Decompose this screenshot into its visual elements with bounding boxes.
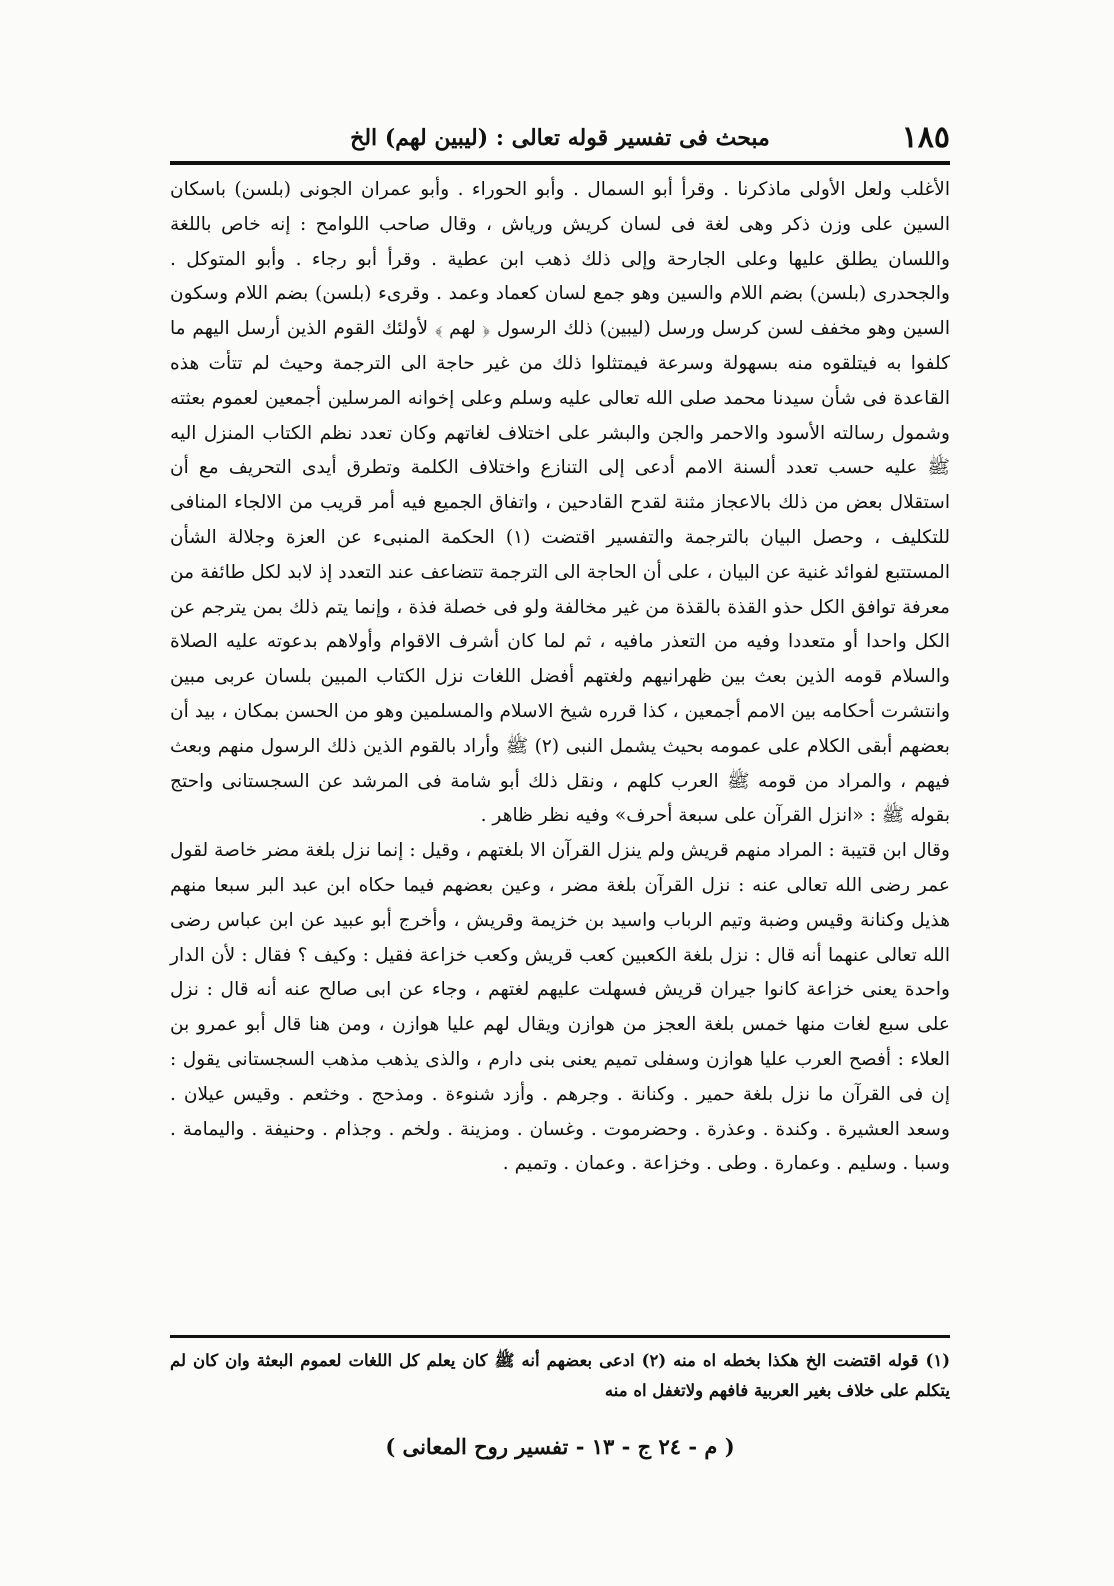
footnotes	[170, 1346, 950, 1406]
footnote-rule	[170, 1335, 950, 1338]
printer-signature: ( م - ٢٤ ج - ١٣ - تفسير روح المعانى )	[385, 1434, 735, 1459]
page-header	[170, 118, 950, 162]
paragraph: وقال ابن قتيبة : المراد منهم قريش ولم ينزل القرآن الا بلغتهم ، وقيل : إنما نزل بلغة مضر خاصة لقول عمر رضى الله تعالى عنه : نزل القرآن بلغة مضر ، وعين بعضهم فيما حكاه ابن عبد البر سبعا منهم هذيل وكنانة وقيس وضبة وتيم الرباب واسيد بن خزيمة وقريش ، وأخرج أبو عبيد عن ابن عباس رضى الله تعالى عنهما أنه قال : نزل بلغة الكعبين كعب قريش وكعب خزاعة فقيل : وكيف ؟ فقال : لأن الدار واحدة يعنى خزاعة كانوا جيران قريش فسهلت عليهم لغتهم ، وجاء عن ابى صالح عنه أنه قال : نزل على سبع لغات منها خمس بلغة العجز من هوازن ويقال لهم عليا هوازن ، ومن هنا قال أبو عمرو بن العلاء : أفصح العرب عليا هوازن وسفلى تميم يعنى بنى دارم ، والذى يذهب مذهب السجستانى يقول : إن فى القرآن ما نزل بلغة حمير . وكنانة . وجرهم . وأزد شنوءة . ومذحج . وخثعم . وقيس عيلان . وسعد العشيرة . وكندة . وعذرة . وحضرموت . وغسان . ومزينة . ولخم . وجذام . وحنيفة . واليمامة . وسبا . وسليم . وعمارة . وطى . وخزاعة . وعمان . وتميم .	[170, 840, 950, 1175]
footnote-text: (١) قوله اقتضت الخ هكذا بخطه اه منه (٢) ادعى بعضهم أنه ﷺ كان يعلم كل اللغات لعموم البعثة وان كان لم يتكلم على خلاف بغير العربية فافهم ولاتغفل اه منه	[170, 1351, 950, 1400]
header-rule	[170, 161, 950, 165]
main-text	[170, 173, 950, 1182]
paragraph: الأغلب ولعل الأولى ماذكرنا . وقرأ أبو السمال . وأبو الحوراء . وأبو عمران الجونى (بلسن) باسكان السين على وزن ذكر وهى لغة فى لسان كريش ورياش ، وقال صاحب اللوامح : إنه خاص باللغة واللسان يطلق عليها وعلى الجارحة وإلى ذلك ذهب ابن عطية . وقرأ أبو رجاء . وأبو المتوكل . والجحدرى (بلسن) بضم اللام والسين وهو جمع لسان كعماد وعمد . وقرىء (بلسن) بضم اللام وسكون السين وهو مخفف لسن كرسل ورسل (ليبين) ذلك الرسول ﴿ لهم ﴾ لأولئك القوم الذين أرسل اليهم ما كلفوا به فيتلقوه منه بسهولة وسرعة فيمتثلوا ذلك من غير حاجة الى الترجمة وحيث لم تتأت هذه القاعدة فى شأن سيدنا محمد صلى الله تعالى عليه وسلم وعلى إخوانه المرسلين أجمعين لعموم بعثته وشمول رسالته الأسود والاحمر والجن والبشر على اختلاف لغاتهم وكان تعدد نظم الكتاب المنزل اليه ﷺ عليه حسب تعدد ألسنة الامم أدعى إلى التنازع واختلاف الكلمة وتطرق أيدى التحريف مع أن استقلال بعض من ذلك بالاعجاز مثنة لقدح القادحين ، واتفاق الجميع فيه أمر قريب من الالجاء المنافى للتكليف ، وحصل البيان بالترجمة والتفسير اقتضت (١) الحكمة المنبىء عن العزة وجلالة الشأن المستتبع لفوائد غنية عن البيان ، على أن الحاجة الى الترجمة تتضاعف عند التعدد إذ لابد لكل طائفة من معرفة توافق الكل حذو القذة بالقذة من غير مخالفة ولو فى خصلة فذة ، وإنما يتم ذلك بمن يترجم عن الكل واحدا أو متعددا وفيه من التعذر مافيه ، ثم لما كان أشرف الاقوام وأولاهم بدعوته عليه الصلاة والسلام قومه الذين بعث بين ظهرانيهم ولغتهم أفضل اللغات نزل الكتاب المبين بلسان عربى مبين وانتشرت أحكامه بين الامم أجمعين ، كذا قرره شيخ الاسلام والمسلمين وهو من الحسن بمكان ، بيد أن بعضهم أبقى الكلام على عمومه بحيث يشمل النبى (٢) ﷺ وأراد بالقوم الذين ذلك الرسول منهم وبعث فيهم ، والمراد من قومه ﷺ العرب كلهم ، ونقل ذلك أبو شامة فى المرشد عن السجستانى واحتج بقوله ﷺ : «انزل القرآن على سبعة أحرف» وفيه نظر ظاهر .	[170, 179, 950, 827]
page-number: ١٨٥	[901, 120, 950, 155]
running-title: مبحث فى تفسير قوله تعالى : (ليبين لهم) الخ	[350, 125, 770, 151]
